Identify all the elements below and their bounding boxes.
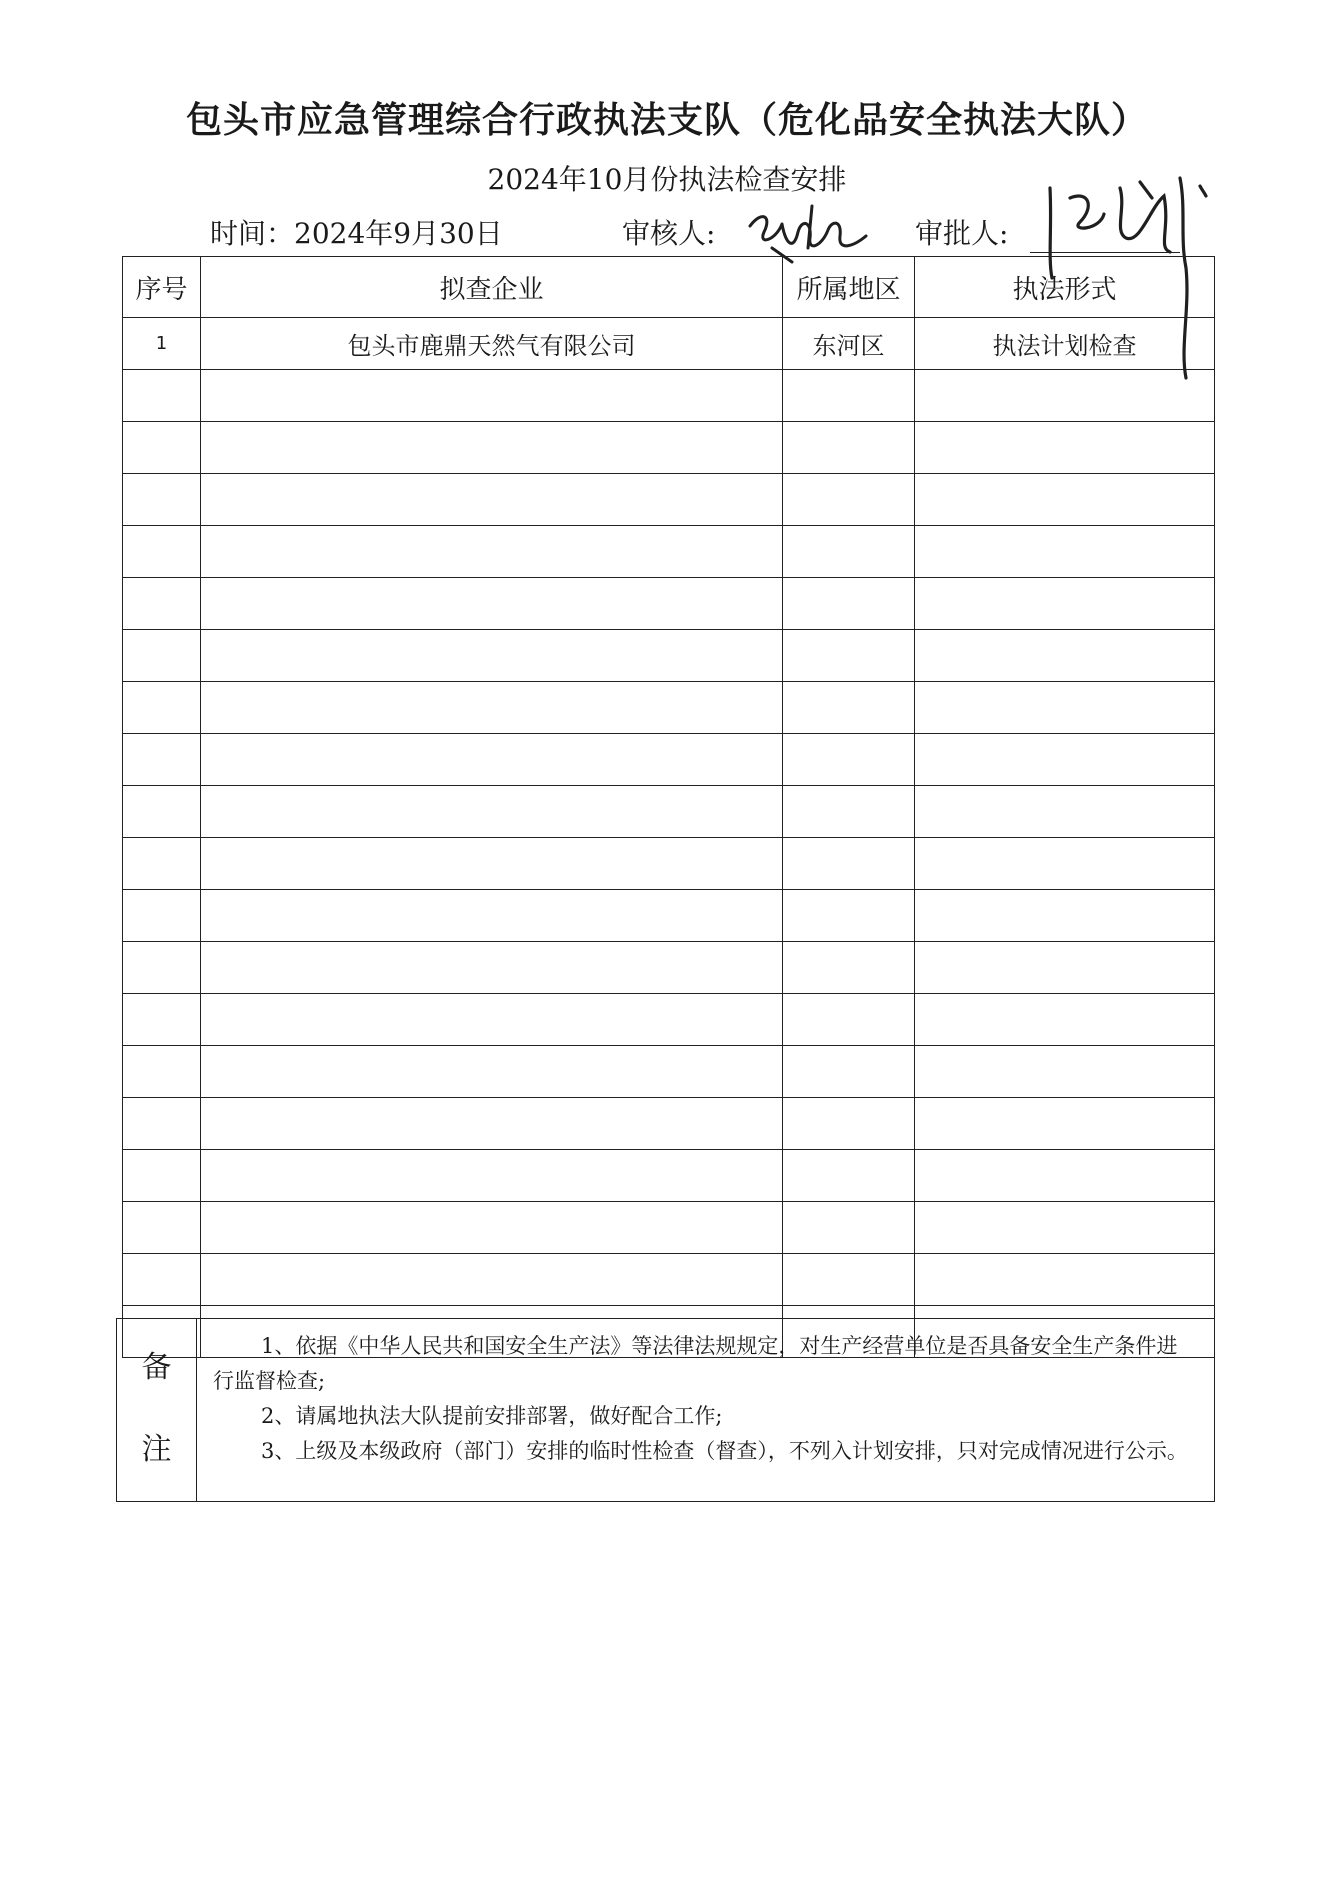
cell-form: 执法计划检查 [915, 318, 1215, 370]
notes-table [116, 1318, 1215, 1502]
cell-form [915, 630, 1215, 682]
cell-form [915, 578, 1215, 630]
cell-region [783, 630, 915, 682]
cell-region [783, 526, 915, 578]
cell-region [783, 1254, 915, 1306]
cell-seq [123, 1046, 201, 1098]
cell-enterprise: 包头市鹿鼎天然气有限公司 [201, 318, 783, 370]
table-row [123, 630, 1215, 682]
table-row [123, 318, 1215, 370]
cell-enterprise [201, 526, 783, 578]
cell-seq [123, 1098, 201, 1150]
cell-enterprise [201, 890, 783, 942]
cell-enterprise [201, 994, 783, 1046]
cell-seq [123, 1202, 201, 1254]
cell-region [783, 370, 915, 422]
cell-enterprise [201, 682, 783, 734]
cell-seq [123, 682, 201, 734]
cell-region [783, 838, 915, 890]
cell-form [915, 1202, 1215, 1254]
table-header-row [123, 257, 1215, 318]
table-row [123, 1098, 1215, 1150]
cell-form [915, 994, 1215, 1046]
table-row [123, 994, 1215, 1046]
cell-region: 东河区 [783, 318, 915, 370]
cell-form [915, 942, 1215, 994]
header-form: 执法形式 [915, 257, 1215, 318]
cell-form [915, 682, 1215, 734]
cell-enterprise [201, 1150, 783, 1202]
reviewer-label: 审核人: [622, 217, 716, 250]
cell-enterprise [201, 578, 783, 630]
inspection-date: 时间：2024年9月30日 [210, 217, 503, 250]
table-row [123, 786, 1215, 838]
cell-enterprise [201, 838, 783, 890]
table-row [123, 1046, 1215, 1098]
table-row [123, 370, 1215, 422]
cell-seq [123, 838, 201, 890]
cell-region [783, 422, 915, 474]
notes-label [117, 1319, 197, 1502]
cell-form [915, 890, 1215, 942]
cell-enterprise [201, 630, 783, 682]
table-row [123, 890, 1215, 942]
cell-enterprise [201, 1098, 783, 1150]
cell-region [783, 890, 915, 942]
note-item-1: 1、依据《中华人民共和国安全生产法》等法律法规规定，对生产经营单位是否具备安全生产条件进行监督检查; [213, 1334, 1178, 1393]
document-title: 包头市应急管理综合行政执法支队（危化品安全执法大队） [185, 100, 1148, 141]
cell-region [783, 942, 915, 994]
cell-enterprise [201, 1046, 783, 1098]
cell-enterprise [201, 422, 783, 474]
table-row [123, 1150, 1215, 1202]
notes-body [197, 1319, 1215, 1502]
cell-form [915, 734, 1215, 786]
cell-enterprise [201, 1202, 783, 1254]
document-subtitle: 2024年10月份执法检查安排 [487, 163, 847, 196]
cell-form [915, 1254, 1215, 1306]
cell-seq [123, 526, 201, 578]
cell-region [783, 578, 915, 630]
cell-form [915, 422, 1215, 474]
cell-form [915, 838, 1215, 890]
table-row [123, 838, 1215, 890]
cell-form [915, 1098, 1215, 1150]
cell-region [783, 1202, 915, 1254]
cell-region [783, 474, 915, 526]
table-row [123, 942, 1215, 994]
note-item-2: 2、请属地执法大队提前安排部署，做好配合工作; [261, 1404, 723, 1428]
cell-seq [123, 890, 201, 942]
cell-region [783, 1098, 915, 1150]
cell-form [915, 370, 1215, 422]
cell-seq [123, 994, 201, 1046]
cell-region [783, 994, 915, 1046]
cell-enterprise [201, 370, 783, 422]
cell-seq [123, 942, 201, 994]
cell-form [915, 786, 1215, 838]
cell-region [783, 1150, 915, 1202]
cell-seq [123, 578, 201, 630]
cell-form [915, 1046, 1215, 1098]
cell-enterprise [201, 786, 783, 838]
notes-label-char-2: 注 [141, 1432, 172, 1467]
table-row [123, 474, 1215, 526]
cell-seq [123, 1150, 201, 1202]
approver-label: 审批人: [915, 217, 1009, 250]
table-row [123, 1254, 1215, 1306]
cell-enterprise [201, 1254, 783, 1306]
cell-region [783, 734, 915, 786]
cell-seq [123, 734, 201, 786]
cell-seq [123, 786, 201, 838]
header-enterprise: 拟查企业 [201, 257, 783, 318]
cell-seq [123, 1254, 201, 1306]
cell-seq [123, 474, 201, 526]
header-seq: 序号 [123, 257, 201, 318]
note-item-3: 3、上级及本级政府（部门）安排的临时性检查（督查），不列入计划安排，只对完成情况进行公示。 [261, 1439, 1188, 1463]
inspection-table [122, 256, 1215, 1358]
cell-seq: 1 [123, 318, 201, 370]
table-row [123, 526, 1215, 578]
table-row [123, 734, 1215, 786]
cell-region [783, 682, 915, 734]
cell-enterprise [201, 474, 783, 526]
cell-seq [123, 630, 201, 682]
cell-enterprise [201, 734, 783, 786]
table-row [123, 578, 1215, 630]
cell-form [915, 474, 1215, 526]
table-row [123, 1202, 1215, 1254]
cell-region [783, 1046, 915, 1098]
header-region: 所属地区 [783, 257, 915, 318]
cell-seq [123, 370, 201, 422]
cell-enterprise [201, 942, 783, 994]
cell-form [915, 526, 1215, 578]
notes-label-char-1: 备 [141, 1350, 172, 1385]
table-row [123, 422, 1215, 474]
cell-form [915, 1150, 1215, 1202]
cell-seq [123, 422, 201, 474]
cell-region [783, 786, 915, 838]
table-row [123, 682, 1215, 734]
